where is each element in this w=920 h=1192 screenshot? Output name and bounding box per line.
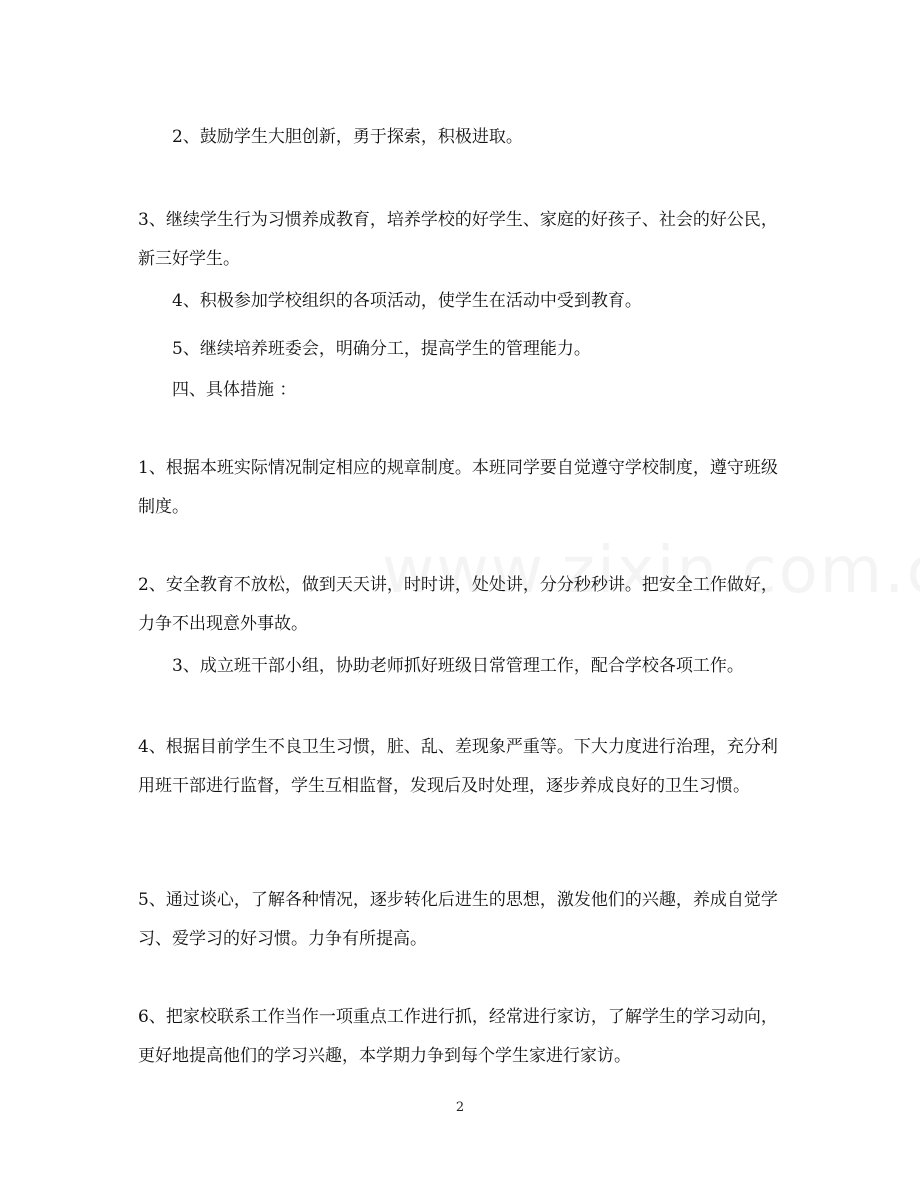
paragraph-goal-2: 2、鼓励学生大胆创新，勇于探索，积极进取。 [172, 127, 523, 147]
paragraph-goal-5: 5、继续培养班委会，明确分工，提高学生的管理能力。 [172, 339, 591, 359]
paragraph-measure-4: 4、根据目前学生不良卫生习惯，脏、乱、差现象严重等。下大力度进行治理，充分利用班干部进行监督，学生互相监督，发现后及时处理，逐步养成良好的卫生习惯。 [138, 737, 778, 796]
paragraph-measure-5: 5、通过谈心，了解各种情况，逐步转化后进生的思想，激发他们的兴趣，养成自觉学习、爱学习的好习惯。力争有所提高。 [138, 890, 778, 949]
paragraph-measure-2: 2、安全教育不放松，做到天天讲，时时讲，处处讲，分分秒秒讲。把安全工作做好，力争不出现意外事故。 [138, 575, 778, 634]
paragraph-measure-1: 1、根据本班实际情况制定相应的规章制度。本班同学要自觉遵守学校制度，遵守班级制度。 [138, 458, 778, 517]
paragraph-measure-3: 3、成立班干部小组，协助老师抓好班级日常管理工作，配合学校各项工作。 [172, 656, 744, 676]
paragraph-goal-4: 4、积极参加学校组织的各项活动，使学生在活动中受到教育。 [172, 291, 642, 311]
section-heading-measures: 四、具体措施 ： [172, 380, 297, 400]
paragraph-measure-6: 6、把家校联系工作当作一项重点工作进行抓，经常进行家访，了解学生的学习动向，更好地提高他们的学习兴趣，本学期力争到每个学生家进行家访。 [138, 1007, 778, 1066]
page-number: 2 [455, 1100, 465, 1115]
paragraph-goal-3: 3、继续学生行为习惯养成教育，培养学校的好学生、家庭的好孩子、社会的好公民，新三好学生。 [138, 210, 778, 269]
